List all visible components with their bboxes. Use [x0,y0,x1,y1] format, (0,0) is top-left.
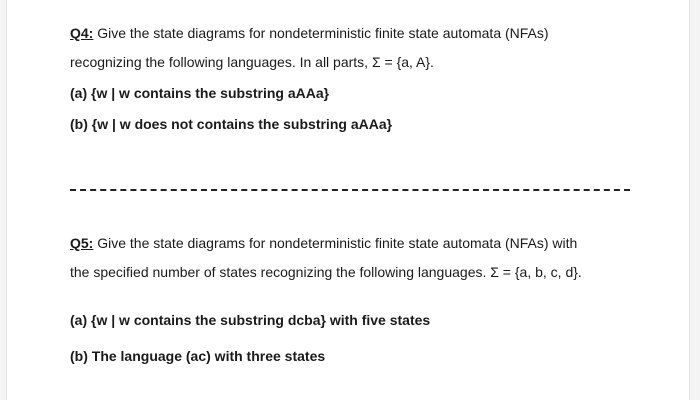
q4-part-a: (a) {w | w contains the substring aAAa} [70,85,330,101]
q5-text-1: Give the state diagrams for nondeterministic finite state automata (NFAs) with [93,235,578,251]
q5-line-1 [70,234,577,252]
q4-part-b: (b) {w | w does not contains the substring aAAa} [70,116,393,132]
q5-number: Q5: [70,235,94,251]
q5-part-b: (b) The language (ac) with three states [70,348,326,364]
right-page-edge [689,0,700,400]
section-divider [70,189,630,191]
q4-number: Q4: [70,25,94,41]
left-page-edge [0,0,7,400]
q4-text-1: Give the state diagrams for nondeterministic finite state automata (NFAs) [93,25,549,41]
q4-line-2: recognizing the following languages. In all parts, Σ = {a, A}. [70,54,434,70]
q4-line-1 [70,24,549,42]
q5-part-a: (a) {w | w contains the substring dcba} with five states [70,312,431,328]
q5-line-2: the specified number of states recognizing the following languages. Σ = {a, b, c, d}. [70,264,582,280]
